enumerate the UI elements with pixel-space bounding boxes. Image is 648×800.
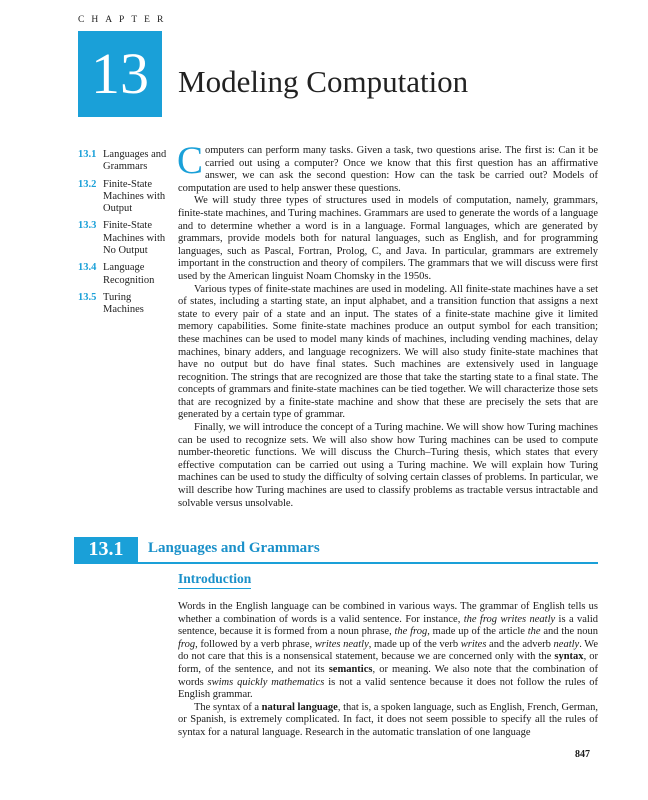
page-number: 847 xyxy=(575,749,590,760)
section-body xyxy=(178,601,598,740)
intro-paragraph: Finally, we will introduce the concept of a Turing machine. We will show how Turing machines can be used to recognize sets. We will also show how Turing machines can be used to compute number-theoretic functions. We will discuss the Church–Turing thesis, which states that every effective computation can be carried out using a Turing machine. We will explain how Turing machines can be used to study the difficulty of solving certain classes of problems. In particular, we will describe how Turing machines are used to classify problems as tractable versus intractable and solvable versus unsolvable. xyxy=(178,422,598,509)
subsection-title: Introduction xyxy=(178,571,251,589)
toc-item[interactable] xyxy=(78,262,174,287)
chapter-title: Modeling Computation xyxy=(178,64,469,99)
chapter-label: CHAPTER xyxy=(78,15,171,25)
toc-item-label: Language Recognition xyxy=(103,262,155,286)
section-paragraph: Words in the English language can be combined in various ways. The grammar of English tells us whether a combination of words is a valid sentence. For instance, the frog writes neatly is a valid sentence, because it is formed from a noun phrase, the frog, made up of the article the and the noun frog, followed by a verb phrase, writes neatly, made up of the verb writes and the adverb neatly. We do not care that this is a nonsensical statement, because we are concerned only with the syntax, or form, of the sentence, and not its semantics, or meaning. We also note that the combination of words swims quickly mathematics is not a valid sentence because it does not follow the rules of English grammar. xyxy=(178,601,599,701)
toc-item-label: Finite-State Machines with No Output xyxy=(103,220,166,257)
toc-item-number: 13.3 xyxy=(78,220,97,232)
toc-item[interactable] xyxy=(78,149,174,174)
section-title: Languages and Grammars xyxy=(148,540,320,556)
chapter-number-box xyxy=(78,31,162,117)
section-paragraph: The syntax of a natural language, that is, a spoken language, such as English, French, German, or Spanish, is extremely complicated. In fact, it does not seem possible to specify all the rules of syntax for a natural language. Research in the automatic translation of one language xyxy=(178,701,598,738)
drop-cap: C xyxy=(177,139,204,182)
toc-item[interactable] xyxy=(78,179,174,216)
toc-item-label: Turing Machines xyxy=(103,291,144,316)
intro-paragraph-text: omputers can perform many tasks. Given a task, two questions arise. The first is: Can it be carried out using a computer? Once we know that this first question has an affirmative answer, we can ask the second question: How can the task be carried out? Models of computation are used to help answer these questions. xyxy=(178,145,598,194)
toc-item-number: 13.1 xyxy=(78,149,97,160)
toc-item-label: Finite-State Machines with Output xyxy=(103,178,166,215)
intro-paragraph xyxy=(177,139,598,195)
toc-item-label: Languages and Grammars xyxy=(103,149,167,173)
chapter-number: 13 xyxy=(91,41,149,106)
toc-item[interactable] xyxy=(78,292,174,317)
section-heading xyxy=(74,537,598,564)
intro-paragraph: We will study three types of structures used in models of computation, namely, grammars, finite-state machines, and Turing machines. Grammars are used to generate the words of a language and to determine whether a word is in a language. Formal languages, which are generated by grammars, provide models both for natural languages, such as English, and for programming languages, such as Pascal, Fortran, Prolog, C, and Java. In particular, grammars are extremely important in the construction and theory of compilers. The grammars that we will discuss were first used by the American linguist Noam Chomsky in the 1950s. xyxy=(178,195,598,282)
intro-paragraph: Various types of finite-state machines are used in modeling. All finite-state machines have a set of states, including a starting state, an input alphabet, and a transition function that assigns a next state to every pair of a state and an input. The states of a finite-state machine give it limited memory capabilities. Some finite-state machines produce an output symbol for each transition; these machines can be used to model many kinds of machines, including vending machines, delay machines, binary adders, and language recognizers. We will also study finite-state machines that have no output but do have final states. Such machines are extensively used in language recognition. The strings that are recognized are those that take the starting state to a final state. The concepts of grammars and finite-state machines can be tied together. We will characterize those sets that are recognized by a finite-state machine and show that these are precisely the sets that are generated by a certain type of grammar. xyxy=(178,283,598,421)
section-number: 13.1 xyxy=(74,537,138,562)
toc-item[interactable] xyxy=(78,220,174,257)
toc-item-number: 13.4 xyxy=(78,262,97,274)
toc-item-number: 13.5 xyxy=(78,291,97,303)
toc-item-number: 13.2 xyxy=(78,178,97,190)
chapter-intro xyxy=(177,139,598,510)
chapter-toc xyxy=(78,149,174,322)
